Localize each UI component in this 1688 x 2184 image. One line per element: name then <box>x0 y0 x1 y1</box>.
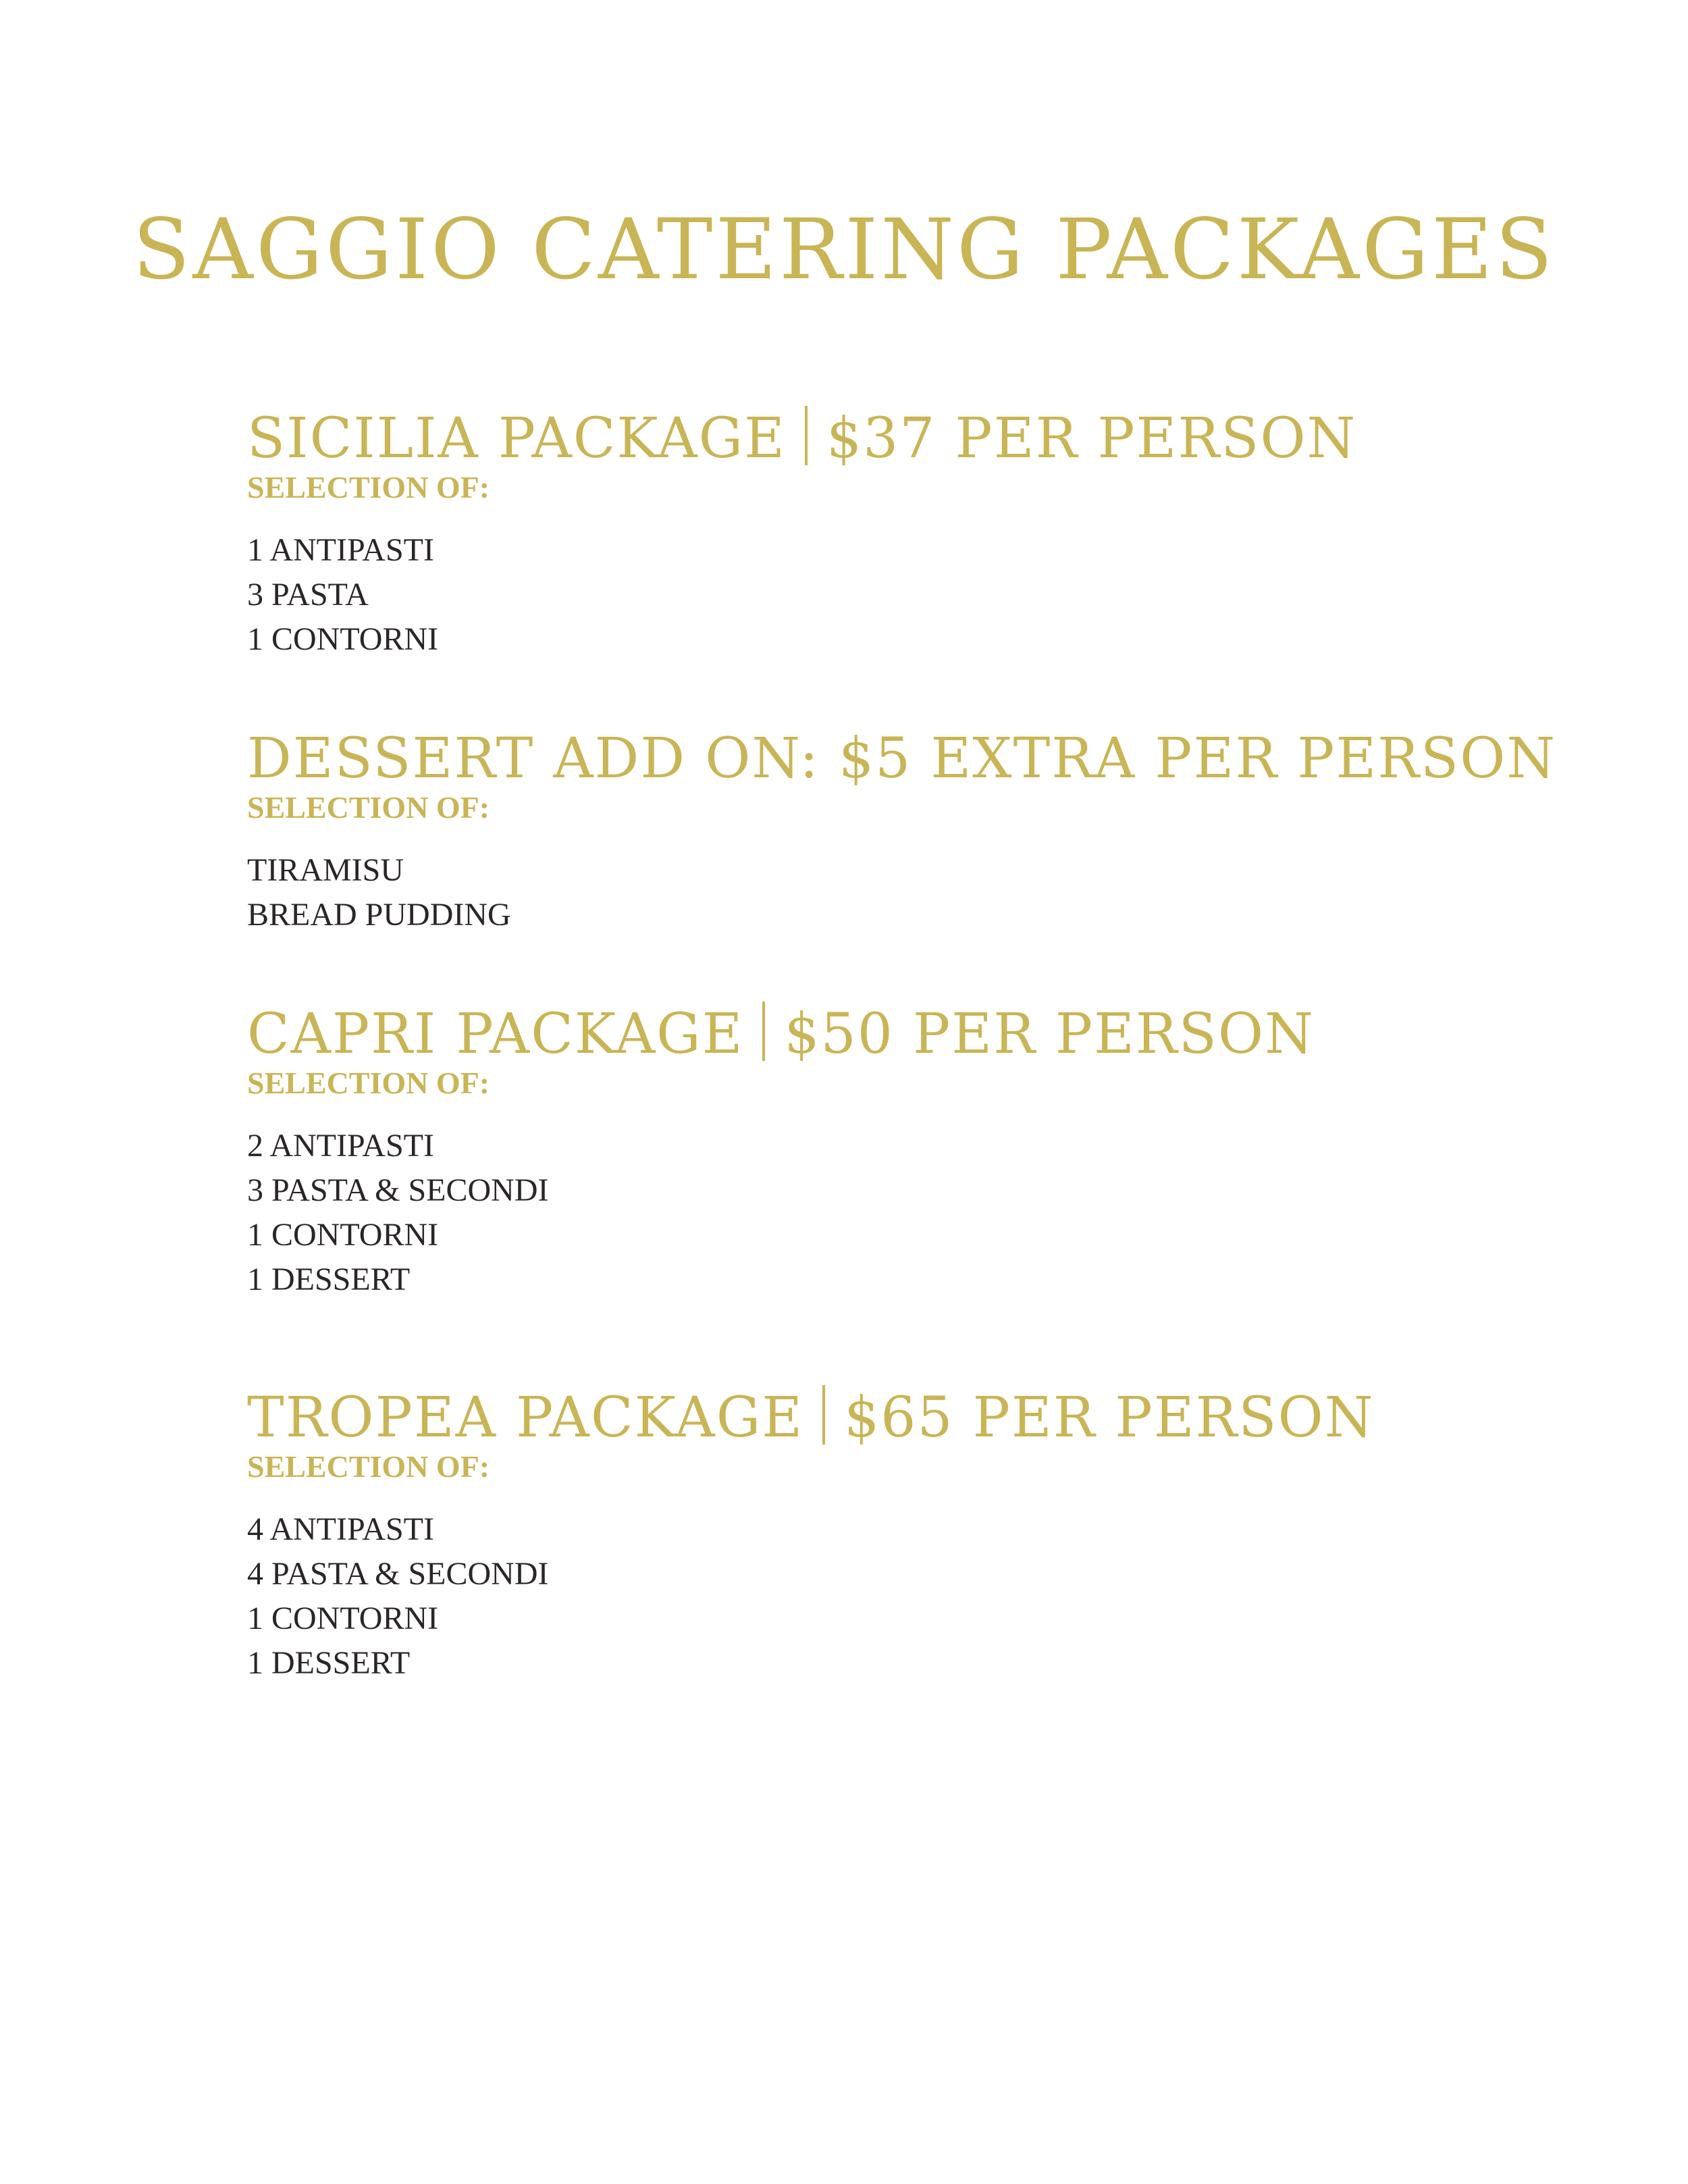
list-item: 3 PASTA & SECONDI <box>247 1172 549 1208</box>
dessert-add-on-section <box>247 725 1557 937</box>
list-item: 2 ANTIPASTI <box>247 1128 434 1164</box>
list-item: 1 CONTORNI <box>247 1601 439 1636</box>
selection-label: SELECTION OF: <box>247 1449 490 1484</box>
divider-bar <box>805 406 808 465</box>
selection-label: SELECTION OF: <box>247 1066 490 1100</box>
item-list <box>247 1507 1530 1686</box>
dessert-add-on-heading: DESSERT ADD ON: $5 EXTRA PER PERSON <box>247 727 1557 791</box>
divider-bar <box>762 1002 765 1061</box>
item-list <box>247 1124 1530 1302</box>
capri-package-section <box>247 1001 1530 1302</box>
package-name: SICILIA PACKAGE <box>247 407 786 471</box>
list-item: BREAD PUDDING <box>247 897 511 933</box>
item-list <box>247 848 1530 937</box>
tropea-package-heading <box>247 1384 1530 1452</box>
list-item: 1 DESSERT <box>247 1645 411 1681</box>
list-item: 4 ANTIPASTI <box>247 1511 434 1547</box>
selection-label: SELECTION OF: <box>247 470 490 504</box>
divider-bar <box>822 1385 825 1445</box>
package-price: $65 PER PERSON <box>844 1386 1375 1450</box>
list-item: TIRAMISU <box>247 852 404 888</box>
item-list <box>247 528 1530 662</box>
sicilia-package-heading <box>247 405 1530 473</box>
list-item: 1 ANTIPASTI <box>247 532 434 568</box>
sicilia-package-section <box>247 405 1530 662</box>
tropea-package-section <box>247 1384 1530 1686</box>
list-item: 1 CONTORNI <box>247 621 439 657</box>
selection-label: SELECTION OF: <box>247 790 490 825</box>
list-item: 4 PASTA & SECONDI <box>247 1556 549 1592</box>
list-item: 1 CONTORNI <box>247 1217 439 1253</box>
package-name: TROPEA PACKAGE <box>247 1386 804 1450</box>
list-item: 1 DESSERT <box>247 1262 411 1297</box>
package-price: $50 PER PERSON <box>784 1002 1315 1066</box>
package-price: $37 PER PERSON <box>826 407 1357 471</box>
capri-package-heading <box>247 1001 1530 1068</box>
page-title: SAGGIO CATERING PACKAGES <box>132 201 1556 298</box>
list-item: 3 PASTA <box>247 577 369 613</box>
package-name: CAPRI PACKAGE <box>247 1002 744 1066</box>
